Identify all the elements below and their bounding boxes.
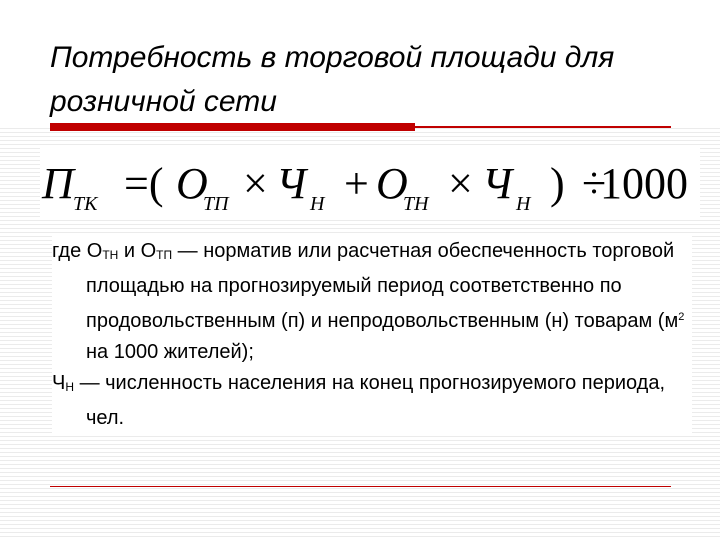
- formula: [40, 148, 700, 218]
- formula-number: 1000: [600, 159, 688, 208]
- formula-plus: +: [344, 159, 369, 208]
- formula-o-tn: О: [376, 159, 408, 208]
- formula-close-paren: ): [550, 159, 565, 208]
- formula-lhs: П: [42, 159, 74, 208]
- formula-o-tn-subscript: ТН: [403, 193, 429, 215]
- formula-ch-2: Ч: [482, 159, 513, 208]
- definition-otn-otp: где ОТН и ОТП — норматив или расчетная обеспеченность торговой площадью на прогнозируемый период соответственно по продовольственным (п) и непродовольственным (н) товарам ($м^2$ на 1000 жителей);: [52, 240, 685, 363]
- formula-o-tp: О: [176, 159, 208, 208]
- title-underline: [415, 126, 671, 128]
- title-accent-bar: [50, 123, 415, 131]
- formula-ch-1: Ч: [276, 159, 307, 208]
- slide-title: Потребность в торговой площади для розничной сети: [50, 41, 615, 118]
- definitions: [52, 236, 692, 434]
- formula-times-2: ×: [448, 159, 473, 208]
- formula-equals-paren: =(: [124, 159, 164, 208]
- formula-divide: ÷: [582, 159, 607, 208]
- formula-times-1: ×: [243, 159, 268, 208]
- bottom-rule: [50, 486, 671, 487]
- formula-ch-1-subscript: Н: [310, 193, 325, 215]
- definition-ch: ЧН — численность населения на конец прогнозируемого периода, чел.: [52, 372, 666, 429]
- formula-ch-2-subscript: Н: [516, 193, 531, 215]
- formula-lhs-subscript: ТК: [73, 193, 98, 215]
- formula-o-tp-subscript: ТП: [203, 193, 229, 215]
